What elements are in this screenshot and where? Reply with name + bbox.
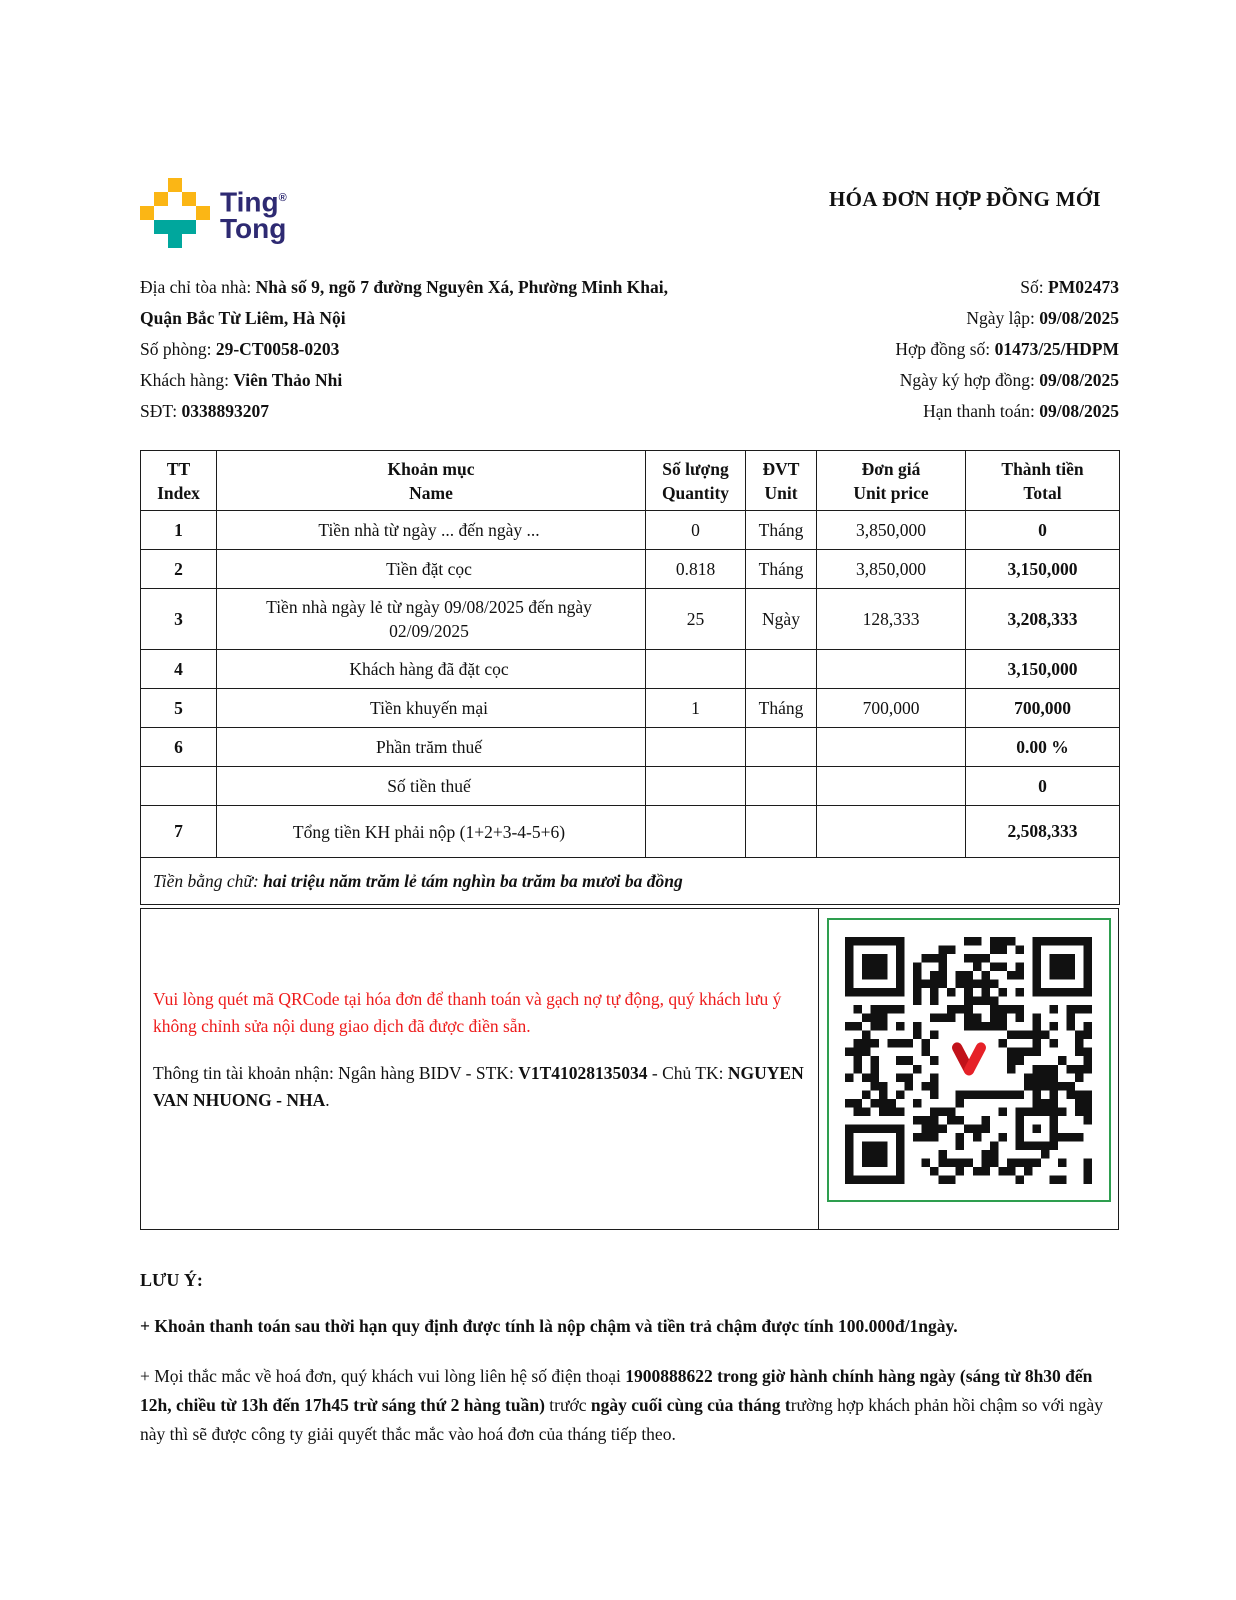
invoice-number-line bbox=[699, 272, 1119, 303]
tingtong-logo-icon bbox=[140, 178, 210, 248]
hotline-number: 1900888622 trong giờ hành chính hàng ngày (sáng từ 8h30 đến 12h, chiều từ 13h đến 17h45 trừ sáng thứ 2 hàng tuần) bbox=[140, 1366, 1093, 1415]
logo-cell bbox=[182, 192, 196, 206]
meta-right-column bbox=[699, 272, 1119, 427]
cell-total: 0.00 % bbox=[966, 728, 1120, 767]
qr-code-cell bbox=[819, 909, 1118, 1229]
customer-value: Viên Thảo Nhi bbox=[233, 370, 343, 390]
bank-account-pre: Thông tin tài khoản nhận: Ngân hàng BIDV - STK: bbox=[153, 1063, 519, 1083]
invoice-page bbox=[140, 0, 1119, 1449]
cell-unit-price: 3,850,000 bbox=[817, 550, 966, 589]
col-header-name-en: Name bbox=[409, 482, 453, 503]
table-row bbox=[141, 511, 1120, 550]
cell-name: Khách hàng đã đặt cọc bbox=[217, 650, 646, 689]
hotline-deadline: ngày cuối cùng của tháng t bbox=[590, 1395, 791, 1415]
registered-mark-icon: ® bbox=[278, 192, 287, 204]
hotline-note bbox=[140, 1362, 1119, 1449]
col-header-total-en: Total bbox=[1023, 482, 1062, 503]
cell-name: Tiền nhà ngày lẻ từ ngày 09/08/2025 đến ngày 02/09/2025 bbox=[217, 589, 646, 650]
cell-quantity: 1 bbox=[646, 689, 746, 728]
cell-unit-price: 700,000 bbox=[817, 689, 966, 728]
cell-total: 0 bbox=[966, 511, 1120, 550]
col-header-name bbox=[217, 451, 646, 511]
hotline-note-post: rường hợp khách phản hồi chậm so với ngày này thì sẽ được công ty giải quyết thắc mắc vào hoá đơn của tháng tiếp theo. bbox=[140, 1395, 1104, 1444]
payment-due-line bbox=[699, 396, 1119, 427]
cell-total: 3,208,333 bbox=[966, 589, 1120, 650]
col-header-quantity-vi: Số lượng bbox=[662, 458, 729, 479]
building-address-line bbox=[140, 272, 680, 334]
cell-index: 2 bbox=[141, 550, 217, 589]
cell-unit: Tháng bbox=[746, 511, 817, 550]
issue-date-line bbox=[699, 303, 1119, 334]
cell-unit bbox=[746, 767, 817, 806]
bank-account-mid: - Chủ TK: bbox=[647, 1063, 728, 1083]
col-header-index bbox=[141, 451, 217, 511]
amount-in-words-label: Tiền bằng chữ: bbox=[153, 870, 264, 891]
cell-index: 1 bbox=[141, 511, 217, 550]
room-number-label: Số phòng: bbox=[140, 339, 216, 359]
payment-due-label: Hạn thanh toán: bbox=[923, 401, 1040, 421]
items-table bbox=[140, 450, 1120, 905]
bank-account-number: V1T41028135034 bbox=[518, 1063, 648, 1083]
building-address-value: Nhà số 9, ngõ 7 đường Nguyên Xá, Phường Minh Khai, Quận Bắc Từ Liêm, Hà Nội bbox=[140, 277, 669, 328]
bank-account-post: . bbox=[325, 1090, 330, 1110]
cell-quantity bbox=[646, 806, 746, 858]
table-row-grand-total bbox=[141, 806, 1120, 858]
tingtong-wordmark bbox=[220, 185, 287, 245]
contract-number-label: Hợp đồng số: bbox=[895, 339, 995, 359]
col-header-index-en: Index bbox=[157, 482, 200, 503]
amount-in-words-cell bbox=[141, 858, 1120, 905]
cell-unit-price: 3,850,000 bbox=[817, 511, 966, 550]
tingtong-logo bbox=[140, 178, 287, 248]
wordmark-line1: Ting bbox=[220, 186, 279, 218]
cell-index: 7 bbox=[141, 806, 217, 858]
vietqr-v-icon bbox=[940, 1031, 998, 1089]
cell-quantity bbox=[646, 650, 746, 689]
invoice-header bbox=[140, 178, 1119, 248]
contract-number-line bbox=[699, 334, 1119, 365]
room-number-value: 29-CT0058-0203 bbox=[215, 339, 340, 359]
cell-name: Tổng tiền KH phải nộp (1+2+3-4-5+6) bbox=[217, 806, 646, 858]
table-row bbox=[141, 550, 1120, 589]
cell-index bbox=[141, 767, 217, 806]
cell-index: 3 bbox=[141, 589, 217, 650]
footer-notes bbox=[140, 1270, 1119, 1449]
invoice-number-value: PM02473 bbox=[1048, 277, 1119, 297]
cell-unit-price bbox=[817, 767, 966, 806]
amount-in-words-value: hai triệu năm trăm lẻ tám nghìn ba trăm ba mươi ba đồng bbox=[263, 870, 683, 891]
hotline-note-mid: trước bbox=[544, 1395, 591, 1415]
cell-name: Tiền khuyến mại bbox=[217, 689, 646, 728]
cell-unit bbox=[746, 806, 817, 858]
issue-date-label: Ngày lập: bbox=[966, 308, 1040, 328]
logo-cell bbox=[168, 178, 182, 192]
cell-index: 5 bbox=[141, 689, 217, 728]
table-row bbox=[141, 650, 1120, 689]
invoice-meta bbox=[140, 272, 1119, 427]
cell-name: Tiền đặt cọc bbox=[217, 550, 646, 589]
col-header-quantity bbox=[646, 451, 746, 511]
cell-unit-price bbox=[817, 806, 966, 858]
logo-cell bbox=[154, 220, 196, 234]
logo-cell bbox=[154, 192, 168, 206]
contract-number-value: 01473/25/HDPM bbox=[994, 339, 1119, 359]
cell-name: Tiền nhà từ ngày ... đến ngày ... bbox=[217, 511, 646, 550]
table-header-row bbox=[141, 451, 1120, 511]
customer-label: Khách hàng: bbox=[140, 370, 234, 390]
table-row bbox=[141, 589, 1120, 650]
logo-cell bbox=[140, 206, 154, 220]
cell-total: 3,150,000 bbox=[966, 650, 1120, 689]
col-header-name-vi: Khoản mục bbox=[387, 458, 475, 479]
phone-label: SĐT: bbox=[140, 401, 182, 421]
qr-code-frame bbox=[827, 918, 1111, 1202]
logo-cell bbox=[168, 234, 182, 248]
room-number-line bbox=[140, 334, 680, 365]
bank-account-info bbox=[153, 1060, 804, 1114]
contract-sign-date-line bbox=[699, 365, 1119, 396]
cell-name: Số tiền thuế bbox=[217, 767, 646, 806]
contract-sign-date-label: Ngày ký hợp đồng: bbox=[899, 370, 1040, 390]
cell-unit: Tháng bbox=[746, 550, 817, 589]
col-header-unit-en: Unit bbox=[764, 482, 798, 503]
table-row bbox=[141, 689, 1120, 728]
building-address-label: Địa chỉ tòa nhà: bbox=[140, 277, 256, 297]
col-header-index-vi: TT bbox=[166, 458, 191, 479]
cell-total: 3,150,000 bbox=[966, 550, 1120, 589]
cell-unit-price bbox=[817, 728, 966, 767]
col-header-unit bbox=[746, 451, 817, 511]
col-header-unit-price bbox=[817, 451, 966, 511]
cell-quantity bbox=[646, 728, 746, 767]
hotline-note-pre: + Mọi thắc mắc về hoá đơn, quý khách vui lòng liên hệ số điện thoại bbox=[140, 1366, 626, 1386]
late-payment-note-text: + Khoản thanh toán sau thời hạn quy định được tính là nộp chậm và tiền trả chậm được tính 100.000đ/1ngày. bbox=[140, 1316, 958, 1336]
cell-unit-price: 128,333 bbox=[817, 589, 966, 650]
col-header-unit-vi: ĐVT bbox=[762, 458, 800, 479]
qr-payment-notice: Vui lòng quét mã QRCode tại hóa đơn để thanh toán và gạch nợ tự động, quý khách lưu ý không chỉnh sửa nội dung giao dịch đã được điền sẵn. bbox=[153, 989, 782, 1036]
meta-left-column bbox=[140, 272, 680, 427]
cell-unit bbox=[746, 728, 817, 767]
invoice-number-label: Số: bbox=[1020, 277, 1049, 297]
cell-total: 700,000 bbox=[966, 689, 1120, 728]
cell-quantity: 0 bbox=[646, 511, 746, 550]
customer-line bbox=[140, 365, 680, 396]
payment-due-value: 09/08/2025 bbox=[1039, 401, 1119, 421]
phone-line bbox=[140, 396, 680, 427]
cell-unit: Tháng bbox=[746, 689, 817, 728]
col-header-unit-price-vi: Đơn giá bbox=[861, 458, 921, 479]
phone-value: 0338893207 bbox=[181, 401, 269, 421]
col-header-quantity-en: Quantity bbox=[661, 482, 730, 503]
qr-payment-section bbox=[140, 908, 1119, 1230]
cell-index: 6 bbox=[141, 728, 217, 767]
cell-quantity bbox=[646, 767, 746, 806]
cell-total: 2,508,333 bbox=[966, 806, 1120, 858]
notes-heading: LƯU Ý: bbox=[140, 1270, 203, 1290]
issue-date-value: 09/08/2025 bbox=[1039, 308, 1119, 328]
cell-unit bbox=[746, 650, 817, 689]
late-payment-note bbox=[140, 1312, 1119, 1341]
cell-index: 4 bbox=[141, 650, 217, 689]
table-row bbox=[141, 767, 1120, 806]
cell-quantity: 25 bbox=[646, 589, 746, 650]
bank-account-owner: NGUYEN VAN NHUONG - NHA bbox=[153, 1063, 804, 1110]
cell-unit-price bbox=[817, 650, 966, 689]
document-title: HÓA ĐƠN HỢP ĐỒNG MỚI bbox=[828, 187, 1101, 211]
cell-unit: Ngày bbox=[746, 589, 817, 650]
table-row bbox=[141, 728, 1120, 767]
logo-cell bbox=[196, 206, 210, 220]
wordmark-line2: Tong bbox=[220, 213, 287, 245]
cell-name: Phần trăm thuế bbox=[217, 728, 646, 767]
col-header-unit-price-en: Unit price bbox=[853, 482, 929, 503]
qr-instructions-cell bbox=[141, 909, 819, 1229]
col-header-total-vi: Thành tiền bbox=[1001, 458, 1084, 479]
col-header-total bbox=[966, 451, 1120, 511]
contract-sign-date-value: 09/08/2025 bbox=[1039, 370, 1119, 390]
cell-total: 0 bbox=[966, 767, 1120, 806]
amount-in-words-row bbox=[141, 858, 1120, 905]
cell-quantity: 0.818 bbox=[646, 550, 746, 589]
